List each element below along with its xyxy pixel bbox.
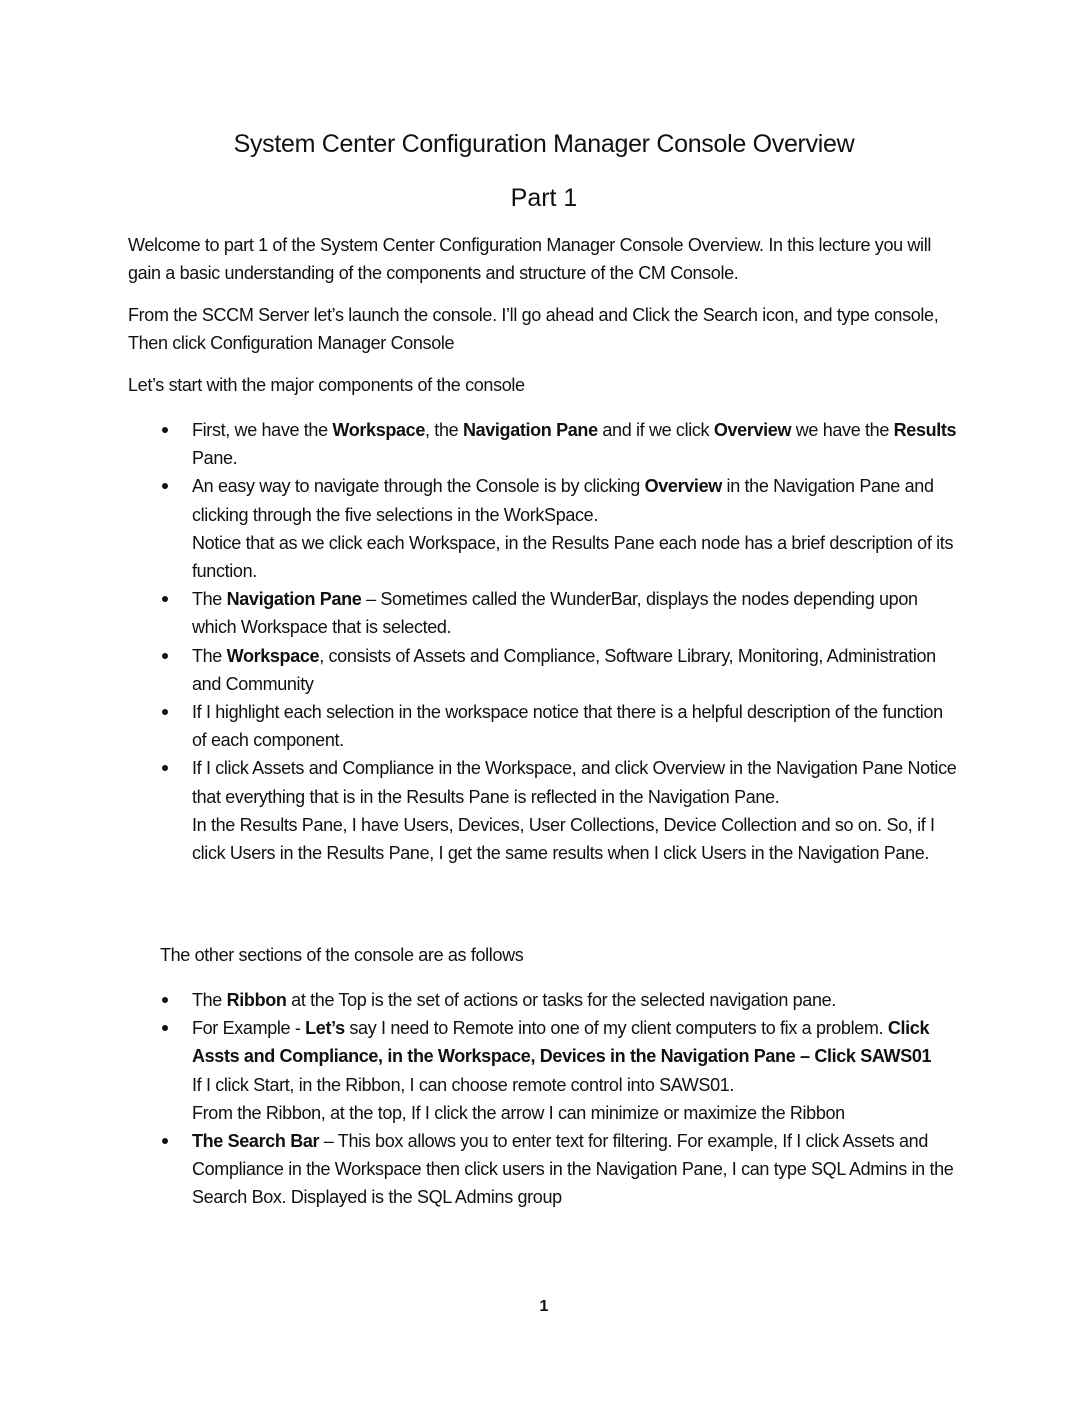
text-run: – Sometimes called the WunderBar, displays the nodes depending upon which Workspace that is selected.	[192, 589, 918, 638]
bullet-continuation: If I click Start, in the Ribbon, I can choose remote control into SAWS01.	[192, 1074, 735, 1095]
bullet-icon	[162, 427, 168, 433]
text-run: we have the	[791, 420, 894, 440]
bullet-icon	[162, 997, 168, 1003]
launch-paragraph: From the SCCM Server let’s launch the console. I’ll go ahead and Click the Search icon, and type console, Then click Configuration Manager Console	[128, 305, 939, 353]
bold-text: Click Assts and Compliance, in the Workspace, Devices in the Navigation Pane – Click SAWS01	[192, 1018, 932, 1067]
bullet-continuation: In the Results Pane, I have Users, Devices, User Collections, Device Collection and so on. So, if I click Users in the Results Pane, I get the same results when I click Users in the Navigation Pane.	[192, 814, 935, 864]
bullet-continuation: From the Ribbon, at the top, If I click the arrow I can minimize or maximize the Ribbon	[192, 1102, 845, 1123]
document-subtitle: Part 1	[510, 184, 578, 212]
bullet-icon	[162, 1138, 168, 1144]
text-run: Pane.	[192, 448, 238, 469]
text-run: – This box allows you to enter text for filtering. For example, If I click Assets and Compliance in the Workspace then click users in the Navigation Pane, I can type SQL Admins in the Search Box. Displayed is the SQL Admins group	[192, 1131, 954, 1208]
bullet-item	[160, 472, 960, 585]
bullet-item	[160, 698, 960, 754]
text-run: say I need to Remote into one of my client computers to fix a problem.	[344, 1018, 888, 1039]
bullet-text	[192, 1014, 960, 1070]
text-run: If I click Assets and Compliance in the Workspace, and click Overview in the Navigation Pane Notice that everything that is in the Results Pane is reflected in the Navigation Pane.	[192, 758, 957, 807]
intro-paragraph: Welcome to part 1 of the System Center Configuration Manager Console Overview. In this lecture you will gain a basic understanding of the components and structure of the CM Console.	[128, 235, 932, 283]
text-run: For Example -	[192, 1018, 306, 1039]
text-run: The	[192, 645, 227, 666]
text-run: in the Navigation Pane and clicking through the five selections in the WorkSpace.	[192, 476, 934, 525]
bullet-text	[192, 698, 960, 754]
document-title: System Center Configuration Manager Console Overview	[233, 130, 855, 158]
bold-text: Navigation Pane	[462, 420, 598, 440]
bullet-item	[160, 642, 960, 698]
bullet-icon	[162, 765, 168, 771]
bullet-text	[192, 472, 960, 528]
bullet-icon	[162, 483, 168, 489]
bullet-text	[192, 754, 960, 810]
bullet-icon	[162, 653, 168, 659]
bold-text: Let’s	[305, 1018, 345, 1039]
text-run: First, we have the	[192, 420, 333, 440]
text-run: An easy way to navigate through the Console is by clicking	[192, 476, 645, 497]
other-sections-list	[160, 986, 960, 1212]
bold-text: The Search Bar	[192, 1131, 320, 1152]
bullet-continuation: Notice that as we click each Workspace, in the Results Pane each node has a brief description of its function.	[192, 532, 954, 582]
text-run: The	[192, 990, 227, 1010]
text-run: If I highlight each selection in the workspace notice that there is a helpful description of the function of each component.	[192, 702, 943, 751]
bold-text: Overview	[713, 420, 792, 440]
bold-text: Ribbon	[226, 990, 287, 1010]
bullet-item	[160, 1014, 960, 1127]
components-list	[160, 416, 960, 867]
text-run: at the Top is the set of actions or tasks for the selected navigation pane.	[286, 990, 836, 1010]
bullet-item	[160, 585, 960, 641]
bullet-icon	[162, 596, 168, 602]
bullet-icon	[162, 709, 168, 715]
bullet-text	[192, 1127, 960, 1212]
text-run: and if we click	[597, 420, 714, 440]
bullet-text	[192, 642, 960, 698]
page-number: 1	[539, 1298, 549, 1315]
bullet-item	[160, 416, 960, 472]
bold-text: Workspace	[226, 645, 320, 666]
bullet-item	[160, 1127, 960, 1212]
other-sections-heading: The other sections of the console are as follows	[160, 945, 524, 965]
bold-text: Navigation Pane	[226, 589, 362, 610]
components-heading: Let’s start with the major components of the console	[128, 375, 525, 395]
bullet-item	[160, 986, 960, 1014]
bold-text: Overview	[644, 476, 722, 497]
bullet-text	[192, 986, 960, 1014]
bullet-text	[192, 585, 960, 641]
text-run: The	[192, 589, 227, 610]
bullet-icon	[162, 1025, 168, 1031]
text-run: , consists of Assets and Compliance, Software Library, Monitoring, Administration and Community	[192, 645, 936, 694]
bullet-text	[192, 416, 960, 472]
bold-text: Results	[893, 420, 957, 440]
text-run: , the	[425, 420, 463, 440]
bullet-item	[160, 754, 960, 867]
bold-text: Workspace	[332, 420, 425, 440]
